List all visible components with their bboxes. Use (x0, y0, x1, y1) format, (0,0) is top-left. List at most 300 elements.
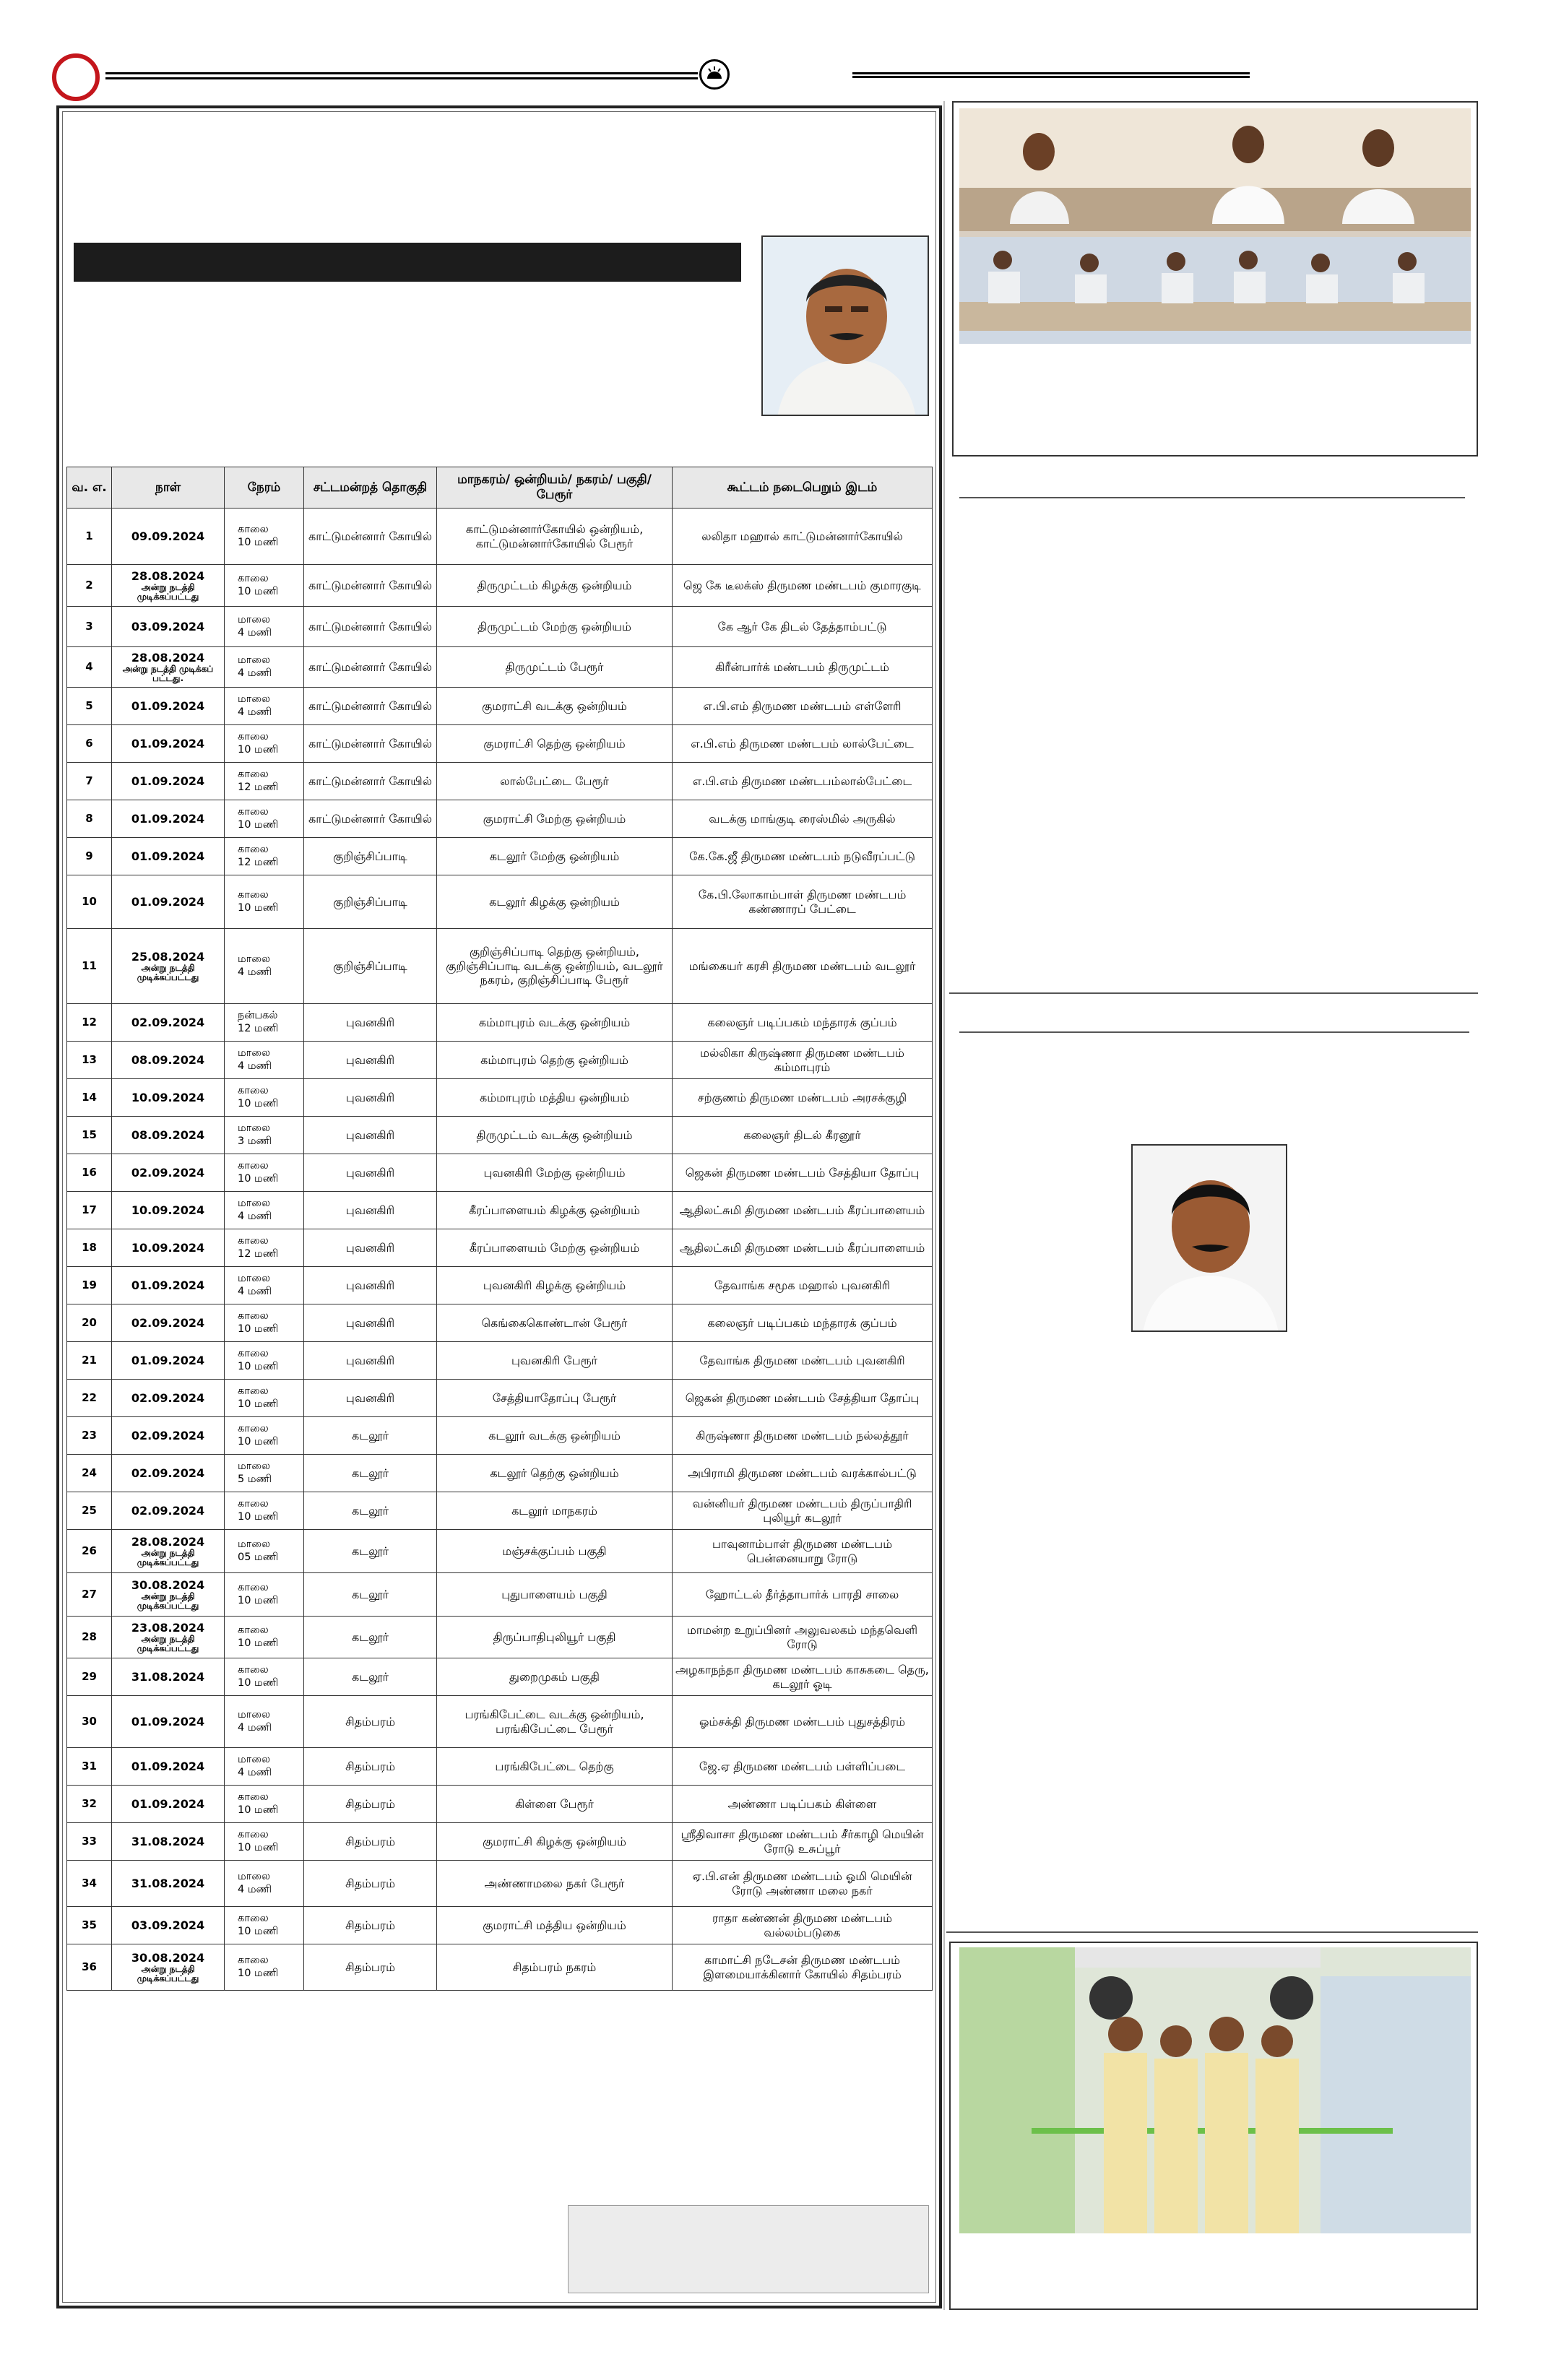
time-time1: காலை (238, 768, 269, 780)
date-value: 30.08.2024 (131, 1578, 205, 1592)
cell-date (112, 1696, 225, 1748)
cell-constituency: காட்டுமன்னார் கோயில் (304, 647, 437, 688)
cell-time (225, 838, 304, 875)
table-row (67, 1861, 933, 1907)
cell-time (225, 1117, 304, 1154)
date-value: 30.08.2024 (131, 1950, 205, 1965)
cell-time (225, 688, 304, 725)
table-row (67, 1267, 933, 1304)
cell-venue: கலைஞர் படிப்பகம் மந்தாரக் குப்பம் (673, 1304, 933, 1342)
completed-note: அன்று நடத்தி முடிக்கப் பட்டது. (122, 664, 214, 684)
cell-time (225, 1004, 304, 1042)
cell-unit: சிதம்பரம் நகரம் (437, 1944, 673, 1991)
cell-date (112, 1342, 225, 1380)
meeting-schedule-table (66, 467, 933, 1991)
completed-note: அன்று நடத்தி முடிக்கப்பட்டது (137, 1634, 199, 1654)
time-time2: 4 மணி (238, 626, 272, 639)
time-time1: காலை (238, 805, 269, 818)
cell-venue: தேவாங்க திருமண மண்டபம் புவனகிரி (673, 1342, 933, 1380)
portrait-photo (761, 235, 929, 416)
time-time1: மாலை (238, 1272, 271, 1284)
time-time2: 4 மணி (238, 1721, 272, 1734)
time-time2: 12 மணி (238, 1247, 279, 1260)
time-time1: மாலை (238, 654, 271, 666)
table-row (67, 929, 933, 1004)
date-value: 31.08.2024 (131, 1669, 205, 1684)
cell-venue: மங்கையர் கரசி திருமண மண்டபம் வடலூர் (673, 929, 933, 1004)
cell-serial: 6 (67, 725, 112, 763)
cell-unit: கீரப்பாளையம் கிழக்கு ஒன்றியம் (437, 1192, 673, 1229)
date-value: 10.09.2024 (131, 1203, 205, 1217)
table-row (67, 1004, 933, 1042)
cell-unit: குமராட்சி தெற்கு ஒன்றியம் (437, 725, 673, 763)
cell-serial: 31 (67, 1748, 112, 1786)
table-row (67, 1079, 933, 1117)
cell-serial: 4 (67, 647, 112, 688)
column-divider (943, 101, 945, 2310)
cell-serial: 13 (67, 1042, 112, 1079)
cell-time (225, 1658, 304, 1696)
time-time1: காலை (238, 1347, 269, 1359)
time-time1: காலை (238, 572, 269, 584)
cell-date (112, 509, 225, 565)
cell-serial: 23 (67, 1417, 112, 1455)
cell-constituency: கடலூர் (304, 1492, 437, 1530)
cell-date (112, 565, 225, 607)
cell-date (112, 1417, 225, 1455)
date-value: 01.09.2024 (131, 811, 205, 826)
cell-date (112, 1573, 225, 1617)
time-time1: மாலை (238, 613, 271, 626)
cell-venue: ஜெகன் திருமண மண்டபம் சேத்தியா தோப்பு (673, 1154, 933, 1192)
cell-time (225, 1154, 304, 1192)
time-time1: காலை (238, 1310, 269, 1322)
rising-sun-icon (699, 59, 730, 90)
date-value: 01.09.2024 (131, 698, 205, 713)
cell-serial: 18 (67, 1229, 112, 1267)
cell-venue: ஓம்சக்தி திருமண மண்டபம் புதுசத்திரம் (673, 1696, 933, 1748)
cell-constituency: காட்டுமன்னார் கோயில் (304, 509, 437, 565)
cell-date (112, 1492, 225, 1530)
cell-constituency: கடலூர் (304, 1417, 437, 1455)
table-row (67, 565, 933, 607)
time-time1: காலை (238, 1624, 269, 1636)
time-time2: 4 மணி (238, 966, 272, 978)
time-time1: காலை (238, 523, 269, 535)
cell-unit: திருமுட்டம் கிழக்கு ஒன்றியம் (437, 565, 673, 607)
cell-unit: புவனகிரி மேற்கு ஒன்றியம் (437, 1154, 673, 1192)
cell-serial: 10 (67, 875, 112, 929)
cell-date (112, 1304, 225, 1342)
date-value: 31.08.2024 (131, 1876, 205, 1890)
cell-venue: கே.பி.லோகாம்பாள் திருமண மண்டபம் கண்ணாரப் பேட்டை (673, 875, 933, 929)
cell-date (112, 1380, 225, 1417)
date-value: 09.09.2024 (131, 529, 205, 543)
cell-constituency: காட்டுமன்னார் கோயில் (304, 725, 437, 763)
time-time1: மாலை (238, 1708, 271, 1721)
cell-serial: 17 (67, 1192, 112, 1229)
table-row (67, 1304, 933, 1342)
cell-serial: 19 (67, 1267, 112, 1304)
time-time1: காலை (238, 888, 269, 901)
cell-serial: 3 (67, 607, 112, 647)
cell-date (112, 800, 225, 838)
cell-constituency: சிதம்பரம் (304, 1786, 437, 1823)
date-value: 31.08.2024 (131, 1834, 205, 1848)
time-time1: காலை (238, 1385, 269, 1397)
cell-constituency: சிதம்பரம் (304, 1907, 437, 1944)
cell-constituency: கடலூர் (304, 1455, 437, 1492)
cell-constituency: கடலூர் (304, 1530, 437, 1573)
cell-unit: சேத்தியாதோப்பு பேரூர் (437, 1380, 673, 1417)
cell-time (225, 725, 304, 763)
cell-date (112, 1267, 225, 1304)
cell-time (225, 1492, 304, 1530)
table-row (67, 725, 933, 763)
time-time1: காலை (238, 1581, 269, 1593)
time-time1: காலை (238, 1954, 269, 1966)
cell-date (112, 725, 225, 763)
cell-venue: பாவுனாம்பாள் திருமண மண்டபம் பென்னையாறு ரோடு (673, 1530, 933, 1573)
cell-serial: 30 (67, 1696, 112, 1748)
cell-serial: 7 (67, 763, 112, 800)
cell-unit: மஞ்சக்குப்பம் பகுதி (437, 1530, 673, 1573)
time-time1: காலை (238, 1663, 269, 1676)
time-time1: காலை (238, 730, 269, 743)
cell-venue: காமாட்சி நடேசன் திருமண மண்டபம் இளமையாக்கினார் கோயில் சிதம்பரம் (673, 1944, 933, 1991)
cell-constituency: காட்டுமன்னார் கோயில் (304, 565, 437, 607)
date-value: 01.09.2024 (131, 894, 205, 909)
table-row (67, 1192, 933, 1229)
cell-date (112, 1042, 225, 1079)
cell-time (225, 1617, 304, 1658)
cell-date (112, 1229, 225, 1267)
cell-venue: ஜே.ஏ திருமண மண்டபம் பள்ளிப்படை (673, 1748, 933, 1786)
time-time2: 4 மணி (238, 1060, 272, 1072)
cell-venue: ஜெகன் திருமண மண்டபம் சேத்தியா தோப்பு (673, 1380, 933, 1417)
cell-unit: குமராட்சி மேற்கு ஒன்றியம் (437, 800, 673, 838)
date-value: 02.09.2024 (131, 1390, 205, 1405)
cell-venue: ஸ்ரீதிவாசா திருமண மண்டபம் சீர்காழி மெயின் ரோடு உசுப்பூர் (673, 1823, 933, 1861)
cell-venue: ஆதிலட்சுமி திருமண மண்டபம் கீரப்பாளையம் (673, 1229, 933, 1267)
cell-time (225, 929, 304, 1004)
time-time2: 4 மணி (238, 667, 272, 679)
cell-date (112, 1907, 225, 1944)
cell-unit: லால்பேட்டை பேரூர் (437, 763, 673, 800)
time-time1: நன்பகல் (238, 1009, 278, 1021)
cell-date (112, 1861, 225, 1907)
table-row (67, 1823, 933, 1861)
time-time2: 10 மணி (238, 1172, 279, 1185)
time-time2: 10 மணி (238, 1398, 279, 1410)
cell-constituency: புவனகிரி (304, 1267, 437, 1304)
cell-venue: கிரீன்பார்க் மண்டபம் திருமுட்டம் (673, 647, 933, 688)
time-time2: 10 மணி (238, 1510, 279, 1523)
table-row (67, 800, 933, 838)
column-header-serial: வ. எ. (67, 467, 112, 509)
time-time2: 12 மணி (238, 781, 279, 793)
cell-constituency: புவனகிரி (304, 1380, 437, 1417)
cell-serial: 35 (67, 1907, 112, 1944)
cell-constituency: காட்டுமன்னார் கோயில் (304, 607, 437, 647)
table-row (67, 607, 933, 647)
cell-time (225, 1079, 304, 1117)
date-value: 08.09.2024 (131, 1128, 205, 1142)
table-row (67, 1492, 933, 1530)
cell-time (225, 1573, 304, 1617)
cell-venue: அபிராமி திருமண மண்டபம் வரக்கால்பட்டு (673, 1455, 933, 1492)
cell-date (112, 875, 225, 929)
cell-unit: புதுபாளையம் பகுதி (437, 1573, 673, 1617)
time-time2: 4 மணி (238, 706, 272, 718)
cell-constituency: சிதம்பரம் (304, 1861, 437, 1907)
time-time2: 10 மணி (238, 901, 279, 914)
completed-note: அன்று நடத்தி முடிக்கப்பட்டது (137, 1548, 199, 1568)
cell-constituency: புவனகிரி (304, 1192, 437, 1229)
cell-constituency: புவனகிரி (304, 1117, 437, 1154)
cell-venue: கலைஞர் படிப்பகம் மந்தாரக் குப்பம் (673, 1004, 933, 1042)
time-time2: 10 மணி (238, 1804, 279, 1816)
cell-time (225, 1696, 304, 1748)
time-time2: 12 மணி (238, 856, 279, 868)
cell-constituency: புவனகிரி (304, 1004, 437, 1042)
time-time2: 10 மணி (238, 1676, 279, 1689)
table-row (67, 1380, 933, 1417)
column-header-unit: மாநகரம்/ ஒன்றியம்/ நகரம்/ பகுதி/ பேரூர் (437, 467, 673, 509)
cell-venue: எ.பி.எம் திருமண மண்டபம் லால்பேட்டை (673, 725, 933, 763)
completed-note: அன்று நடத்தி முடிக்கப்பட்டது (137, 963, 199, 983)
cell-serial: 8 (67, 800, 112, 838)
cell-time (225, 565, 304, 607)
cell-venue: எ.பி.எம் திருமண மண்டபம்லால்பேட்டை (673, 763, 933, 800)
column-rule (959, 497, 1465, 498)
time-time2: 10 மணி (238, 818, 279, 831)
column-header-constituency: சட்டமன்றத் தொகுதி (304, 467, 437, 509)
cell-venue: லலிதா மஹால் காட்டுமன்னார்கோயில் (673, 509, 933, 565)
cell-serial: 16 (67, 1154, 112, 1192)
date-value: 01.09.2024 (131, 1278, 205, 1292)
cell-venue: எ.பி.எம் திருமண மண்டபம் எள்ளேரி (673, 688, 933, 725)
cell-unit: திருமுட்டம் மேற்கு ஒன்றியம் (437, 607, 673, 647)
time-time1: காலை (238, 843, 269, 855)
column-header-date: நாள் (112, 467, 225, 509)
cell-date (112, 1004, 225, 1042)
time-time1: மாலை (238, 1753, 271, 1765)
time-time1: காலை (238, 1912, 269, 1924)
cell-date (112, 1823, 225, 1861)
time-time1: காலை (238, 1422, 269, 1435)
cell-time (225, 1530, 304, 1573)
time-time1: காலை (238, 1234, 269, 1247)
date-value: 02.09.2024 (131, 1466, 205, 1480)
time-time2: 10 மணி (238, 1925, 279, 1937)
cell-unit: குமராட்சி கிழக்கு ஒன்றியம் (437, 1823, 673, 1861)
time-time2: 5 மணி (238, 1473, 272, 1485)
cell-serial: 28 (67, 1617, 112, 1658)
column-rule (949, 992, 1478, 994)
cell-unit: பரங்கிபேட்டை தெற்கு (437, 1748, 673, 1786)
cell-serial: 9 (67, 838, 112, 875)
cell-date (112, 647, 225, 688)
column-header-time: நேரம் (225, 467, 304, 509)
table-row (67, 688, 933, 725)
time-time1: மாலை (238, 1538, 271, 1550)
cell-time (225, 1944, 304, 1991)
date-value: 08.09.2024 (131, 1052, 205, 1067)
cell-serial: 34 (67, 1861, 112, 1907)
time-time2: 10 மணி (238, 1637, 279, 1649)
date-value: 23.08.2024 (131, 1620, 205, 1635)
cell-time (225, 1342, 304, 1380)
date-value: 02.09.2024 (131, 1428, 205, 1442)
date-value: 28.08.2024 (131, 1534, 205, 1549)
cell-time (225, 1267, 304, 1304)
cell-serial: 2 (67, 565, 112, 607)
date-value: 02.09.2024 (131, 1015, 205, 1029)
date-value: 03.09.2024 (131, 619, 205, 633)
cell-unit: குறிஞ்சிப்பாடி தெற்கு ஒன்றியம், குறிஞ்சிப்பாடி வடக்கு ஒன்றியம், வடலூர் நகரம், குறிஞ்சிப்பாடி பேரூர் (437, 929, 673, 1004)
completed-note: அன்று நடத்தி முடிக்கப்பட்டது (137, 582, 199, 602)
date-value: 28.08.2024 (131, 650, 205, 665)
cell-date (112, 1154, 225, 1192)
date-value: 01.09.2024 (131, 1759, 205, 1773)
cell-unit: அண்ணாமலை நகர் பேரூர் (437, 1861, 673, 1907)
cell-unit: கம்மாபுரம் வடக்கு ஒன்றியம் (437, 1004, 673, 1042)
cell-serial: 33 (67, 1823, 112, 1861)
cell-constituency: காட்டுமன்னார் கோயில் (304, 688, 437, 725)
date-value: 02.09.2024 (131, 1503, 205, 1518)
cell-time (225, 875, 304, 929)
time-time2: 10 மணி (238, 1594, 279, 1606)
cell-unit: கம்மாபுரம் மத்திய ஒன்றியம் (437, 1079, 673, 1117)
header-rule-right (852, 72, 1250, 78)
cell-date (112, 1658, 225, 1696)
cell-constituency: கடலூர் (304, 1658, 437, 1696)
time-time1: காலை (238, 1497, 269, 1510)
cell-constituency: குறிஞ்சிப்பாடி (304, 929, 437, 1004)
cell-unit: பரங்கிபேட்டை வடக்கு ஒன்றியம், பரங்கிபேட்டை பேரூர் (437, 1696, 673, 1748)
cell-time (225, 1304, 304, 1342)
cell-unit: குமராட்சி மத்திய ஒன்றியம் (437, 1907, 673, 1944)
time-time2: 10 மணி (238, 1435, 279, 1448)
cell-unit: கிள்ளை பேரூர் (437, 1786, 673, 1823)
time-time1: காலை (238, 1159, 269, 1172)
completed-note: அன்று நடத்தி முடிக்கப்பட்டது (137, 1964, 199, 1984)
table-row (67, 647, 933, 688)
column-rule (959, 1031, 1469, 1033)
cell-time (225, 763, 304, 800)
cell-date (112, 1117, 225, 1154)
date-value: 01.09.2024 (131, 736, 205, 750)
cell-unit: திருமுட்டம் வடக்கு ஒன்றியம் (437, 1117, 673, 1154)
cell-unit: கடலூர் தெற்கு ஒன்றியம் (437, 1455, 673, 1492)
column-header-venue: கூட்டம் நடைபெறும் இடம் (673, 467, 933, 509)
cell-unit: குமராட்சி வடக்கு ஒன்றியம் (437, 688, 673, 725)
time-time1: மாலை (238, 1460, 271, 1472)
time-time2: 05 மணி (238, 1551, 279, 1563)
cell-time (225, 1786, 304, 1823)
table-row (67, 838, 933, 875)
time-time1: காலை (238, 1084, 269, 1096)
table-row (67, 1573, 933, 1617)
cell-venue: கலைஞர் திடல் கீரனூர் (673, 1117, 933, 1154)
cell-venue: கே.கே.ஜீ திருமண மண்டபம் நடுவீரப்பட்டு (673, 838, 933, 875)
date-value: 01.09.2024 (131, 1353, 205, 1367)
table-row (67, 1154, 933, 1192)
cell-serial: 32 (67, 1786, 112, 1823)
time-time1: மாலை (238, 1047, 271, 1059)
cell-serial: 29 (67, 1658, 112, 1696)
table-row (67, 1417, 933, 1455)
table-row (67, 875, 933, 929)
date-value: 25.08.2024 (131, 949, 205, 964)
cell-constituency: கடலூர் (304, 1573, 437, 1617)
table-row (67, 1342, 933, 1380)
time-time2: 10 மணி (238, 743, 279, 756)
cell-unit: துறைமுகம் பகுதி (437, 1658, 673, 1696)
cell-time (225, 1192, 304, 1229)
cell-date (112, 1079, 225, 1117)
cell-constituency: கடலூர் (304, 1617, 437, 1658)
cell-venue: அண்ணா படிப்பகம் கிள்ளை (673, 1786, 933, 1823)
event-photo (959, 1947, 1471, 2233)
time-time2: 10 மணி (238, 1323, 279, 1335)
cell-venue: வடக்கு மாங்குடி ரைஸ்மில் அருகில் (673, 800, 933, 838)
cell-unit: கீரப்பாளையம் மேற்கு ஒன்றியம் (437, 1229, 673, 1267)
cell-unit: திருப்பாதிபுலியூர் பகுதி (437, 1617, 673, 1658)
time-time1: மாலை (238, 953, 271, 965)
table-row (67, 509, 933, 565)
cell-venue: ஜெ கே டீலக்ஸ் திருமண மண்டபம் குமாரகுடி (673, 565, 933, 607)
cell-constituency: குறிஞ்சிப்பாடி (304, 838, 437, 875)
cell-serial: 5 (67, 688, 112, 725)
cell-date (112, 1530, 225, 1573)
cell-unit: கடலூர் மாநகரம் (437, 1492, 673, 1530)
cell-date (112, 1192, 225, 1229)
cell-venue: ஹோட்டல் தீர்த்தாபார்க் பாரதி சாலை (673, 1573, 933, 1617)
cell-serial: 22 (67, 1380, 112, 1417)
time-time1: மாலை (238, 1197, 271, 1209)
time-time2: 10 மணி (238, 585, 279, 597)
cell-unit: திருமுட்டம் பேரூர் (437, 647, 673, 688)
cell-serial: 11 (67, 929, 112, 1004)
cell-venue: வன்னியர் திருமண மண்டபம் திருப்பாதிரி புலியூர் கடலூர் (673, 1492, 933, 1530)
table-row (67, 1907, 933, 1944)
cell-unit: புவனகிரி பேரூர் (437, 1342, 673, 1380)
cell-date (112, 838, 225, 875)
time-time2: 3 மணி (238, 1135, 272, 1147)
cell-time (225, 800, 304, 838)
cell-date (112, 1786, 225, 1823)
cell-constituency: புவனகிரி (304, 1154, 437, 1192)
cell-constituency: புவனகிரி (304, 1342, 437, 1380)
cell-serial: 25 (67, 1492, 112, 1530)
date-value: 28.08.2024 (131, 568, 205, 583)
masthead-logo-circle (52, 53, 100, 101)
cell-venue: கே ஆர் கே திடல் தேத்தாம்பட்டு (673, 607, 933, 647)
date-value: 01.09.2024 (131, 1714, 205, 1728)
time-time2: 4 மணி (238, 1210, 272, 1222)
cell-venue: மாமன்ற உறுப்பினர் அலுவலகம் மந்தவெளி ரோடு (673, 1617, 933, 1658)
cell-unit: கடலூர் மேற்கு ஒன்றியம் (437, 838, 673, 875)
notice-box (568, 2205, 929, 2293)
column-rule (946, 1931, 1478, 1933)
cell-serial: 26 (67, 1530, 112, 1573)
cell-constituency: புவனகிரி (304, 1042, 437, 1079)
cell-date (112, 1455, 225, 1492)
time-time1: மாலை (238, 1870, 271, 1882)
cell-serial: 14 (67, 1079, 112, 1117)
